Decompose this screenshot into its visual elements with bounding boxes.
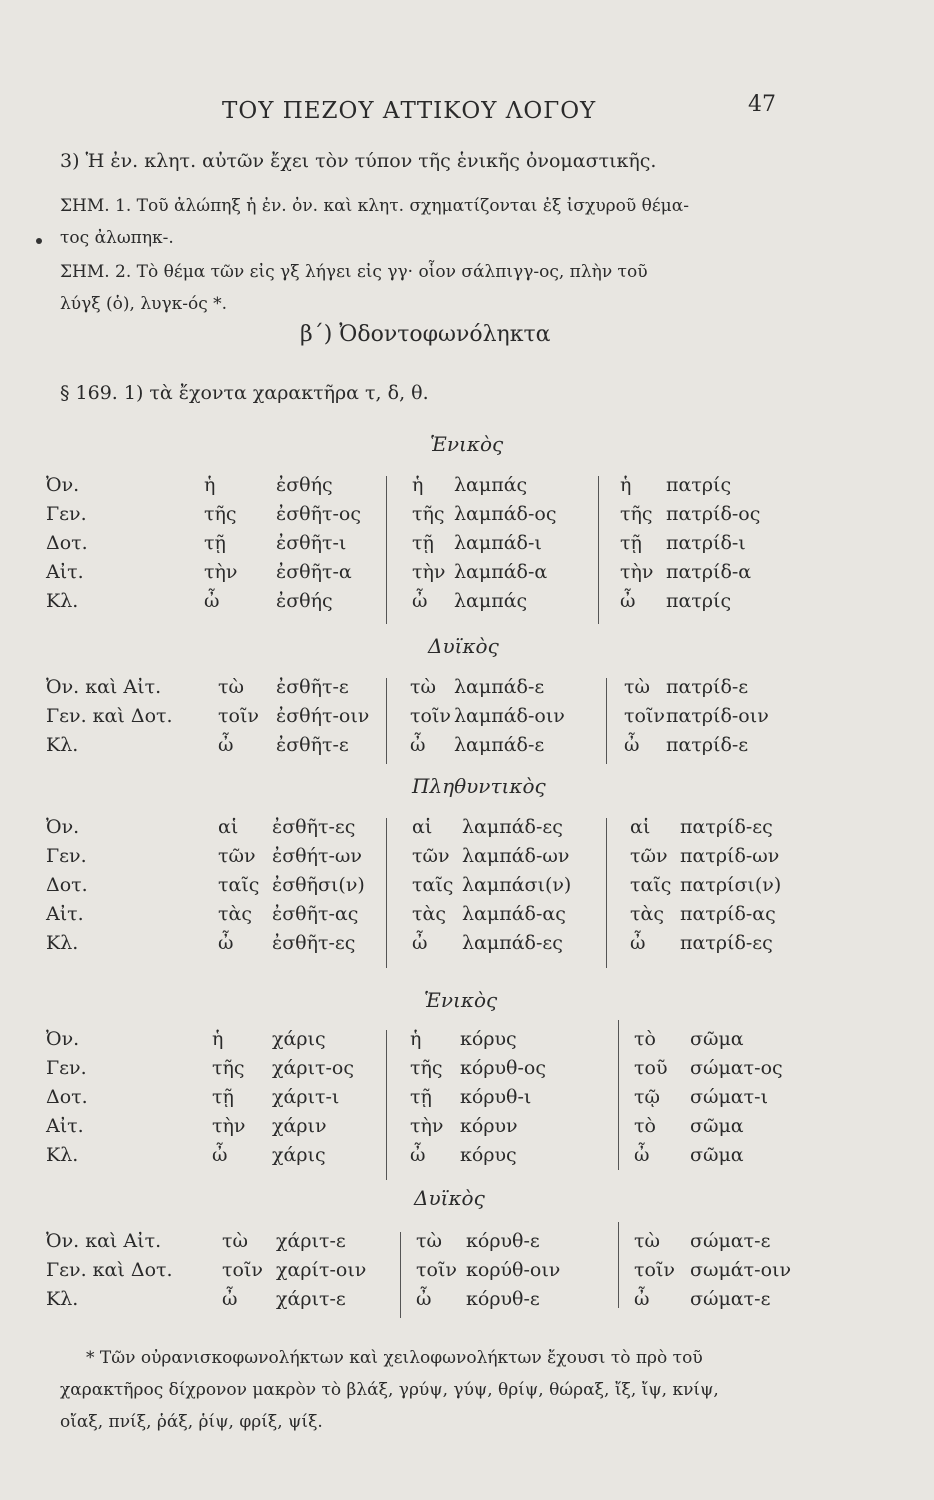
column-divider — [386, 678, 387, 764]
noun-form: λαμπάς — [454, 474, 528, 496]
article: τοῖν — [416, 1259, 457, 1281]
article: ὦ — [222, 1288, 238, 1310]
article: τὸ — [634, 1115, 656, 1137]
table-row — [0, 676, 934, 706]
noun-form: ἐσθῆτ-ε — [276, 734, 349, 756]
column-divider — [618, 1020, 619, 1170]
article: τὰς — [218, 903, 252, 925]
table-row — [0, 932, 934, 962]
noun-form: σῶμα — [690, 1115, 744, 1137]
case-label: Δοτ. — [46, 874, 88, 896]
article: ὦ — [624, 734, 640, 756]
noun-form: χάριν — [272, 1115, 327, 1137]
article: ὦ — [204, 590, 220, 612]
case-label: Ὀν. — [46, 474, 80, 496]
noun-form: λαμπάδ-ας — [462, 903, 566, 925]
noun-form: κόρυθ-ε — [466, 1288, 540, 1310]
article: τῆς — [412, 503, 445, 525]
table-row — [0, 845, 934, 875]
table-row — [0, 1028, 934, 1058]
article: τὰς — [630, 903, 664, 925]
noun-form: πατρίδ-ε — [666, 734, 749, 756]
case-label: Ὀν. καὶ Αἰτ. — [46, 676, 162, 698]
article: ὦ — [634, 1288, 650, 1310]
article: ταῖς — [218, 874, 260, 896]
article: τοῖν — [624, 705, 665, 727]
article: τὼ — [624, 676, 651, 698]
article: τοῖν — [634, 1259, 675, 1281]
noun-form: ἐσθῆτ-α — [276, 561, 352, 583]
article: ἡ — [204, 474, 216, 496]
article: ταῖς — [630, 874, 672, 896]
noun-form: ἐσθῆτ-ες — [272, 816, 356, 838]
noun-form: σώματ-ε — [690, 1288, 771, 1310]
article: τῇ — [204, 532, 226, 554]
noun-form: λαμπάς — [454, 590, 528, 612]
case-label: Γεν. — [46, 503, 87, 525]
case-label: Δοτ. — [46, 532, 88, 554]
article: τῆς — [212, 1057, 245, 1079]
case-label: Δοτ. — [46, 1086, 88, 1108]
noun-form: ἐσθῆτ-ες — [272, 932, 356, 954]
note-1-line-a: ΣΗΜ. 1. Τοῦ ἀλώπηξ ἡ ἐν. ὀν. καὶ κλητ. σχηματίζονται ἐξ ἰσχυροῦ θέμα- — [60, 196, 689, 216]
noun-form: λαμπάδ-α — [454, 561, 548, 583]
table-row — [0, 816, 934, 846]
noun-form: λαμπάδ-ες — [462, 816, 563, 838]
noun-form: σώματ-ος — [690, 1057, 783, 1079]
case-label: Γεν. καὶ Δοτ. — [46, 705, 173, 727]
table-row — [0, 1086, 934, 1116]
article: τῇ — [620, 532, 642, 554]
case-label: Γεν. — [46, 845, 87, 867]
note-1-line-b: τος ἀλωπηκ-. — [60, 228, 174, 248]
noun-form: σῶμα — [690, 1144, 744, 1166]
noun-form: ἐσθής — [276, 590, 333, 612]
article: αἱ — [630, 816, 651, 838]
table-row — [0, 1288, 934, 1318]
column-divider — [386, 1030, 387, 1180]
article: αἱ — [412, 816, 433, 838]
noun-form: ἐσθής — [276, 474, 333, 496]
noun-form: πατρίδ-ι — [666, 532, 746, 554]
footnote-line-2: χαρακτῆρος δίχρονον μακρὸν τὸ βλάξ, γρύψ, γύψ, θρίψ, θώραξ, ἴξ, ἴψ, κνίψ, — [60, 1380, 719, 1400]
note-2-line-b: λύγξ (ὁ), λυγκ-ός *. — [60, 294, 228, 314]
article: ὦ — [218, 932, 234, 954]
case-label: Κλ. — [46, 734, 79, 756]
noun-form: σῶμα — [690, 1028, 744, 1050]
table-row — [0, 590, 934, 620]
noun-form: σώματ-ι — [690, 1086, 769, 1108]
article: ὦ — [218, 734, 234, 756]
table-row — [0, 1230, 934, 1260]
noun-form: σώματ-ε — [690, 1230, 771, 1252]
article: τῇ — [212, 1086, 234, 1108]
table2-singular-label: Ἑνικὸς — [424, 988, 498, 1012]
noun-form: κόρυθ-ι — [460, 1086, 532, 1108]
noun-form: χάριτ-ε — [276, 1288, 346, 1310]
article: αἱ — [218, 816, 239, 838]
table1-singular-label: Ἑνικὸς — [430, 432, 504, 456]
article: τὼ — [634, 1230, 661, 1252]
noun-form: πατρίδ-ες — [680, 816, 773, 838]
article: τοῦ — [634, 1057, 668, 1079]
article: τῆς — [620, 503, 653, 525]
article: τῆς — [204, 503, 237, 525]
noun-form: πατρίς — [666, 590, 732, 612]
noun-form: ἐσθήτ-οιν — [276, 705, 370, 727]
article: τοῖν — [222, 1259, 263, 1281]
column-divider — [386, 818, 387, 968]
table1-dual-label: Δυϊκὸς — [428, 634, 499, 658]
case-label: Αἰτ. — [46, 561, 84, 583]
noun-form: ἐσθῆτ-ε — [276, 676, 349, 698]
noun-form: κόρυθ-ε — [466, 1230, 540, 1252]
article: τὼ — [416, 1230, 443, 1252]
case-label: Ὀν. καὶ Αἰτ. — [46, 1230, 162, 1252]
column-divider — [400, 1232, 401, 1318]
column-divider — [606, 818, 607, 968]
article: τὼ — [218, 676, 245, 698]
article: τὴν — [212, 1115, 246, 1137]
column-divider — [618, 1222, 619, 1308]
noun-form: πατρίδ-ες — [680, 932, 773, 954]
article: τὴν — [620, 561, 654, 583]
article: ὦ — [412, 590, 428, 612]
noun-form: χάριτ-ε — [276, 1230, 346, 1252]
noun-form: χαρίτ-οιν — [276, 1259, 367, 1281]
article: ἡ — [620, 474, 632, 496]
column-divider — [386, 476, 387, 624]
table-row — [0, 532, 934, 562]
noun-form: χάρις — [272, 1144, 326, 1166]
case-label: Ὀν. — [46, 816, 80, 838]
article: ὦ — [410, 734, 426, 756]
page-number: 47 — [748, 92, 776, 117]
noun-form: κόρυν — [460, 1115, 518, 1137]
noun-form: πατρίδ-ε — [666, 676, 749, 698]
case-label: Ὀν. — [46, 1028, 80, 1050]
table-row — [0, 734, 934, 764]
case-label: Γεν. — [46, 1057, 87, 1079]
noun-form: κορύθ-οιν — [466, 1259, 561, 1281]
noun-form: ἐσθῆτ-ας — [272, 903, 359, 925]
article: τὴν — [412, 561, 446, 583]
article: ἡ — [410, 1028, 422, 1050]
table-row — [0, 705, 934, 735]
noun-form: χάριτ-ος — [272, 1057, 354, 1079]
noun-form: λαμπάδ-ε — [454, 734, 545, 756]
article: ὦ — [416, 1288, 432, 1310]
article: ὦ — [630, 932, 646, 954]
table2-dual-label: Δυϊκὸς — [414, 1186, 485, 1210]
table1-plural-label: Πληθυντικὸς — [412, 774, 546, 798]
article: τῶν — [218, 845, 256, 867]
footnote-line-3: οἴαξ, πνίξ, ῥάξ, ῥίψ, φρίξ, ψίξ. — [60, 1412, 323, 1432]
noun-form: σωμάτ-οιν — [690, 1259, 792, 1281]
noun-form: λαμπάδ-ων — [462, 845, 570, 867]
article: τῶν — [412, 845, 450, 867]
article: ταῖς — [412, 874, 454, 896]
case-label: Κλ. — [46, 590, 79, 612]
table-row — [0, 1115, 934, 1145]
noun-form: κόρυθ-ος — [460, 1057, 546, 1079]
noun-form: πατρίδ-ας — [680, 903, 776, 925]
noun-form: πατρίσι(ν) — [680, 874, 782, 896]
noun-form: κόρυς — [460, 1144, 517, 1166]
article: ὦ — [212, 1144, 228, 1166]
noun-form: πατρίδ-ος — [666, 503, 761, 525]
case-label: Αἰτ. — [46, 903, 84, 925]
running-head: ΤΟΥ ΠΕΖΟΥ ΑΤΤΙΚΟΥ ΛΟΓΟΥ — [222, 98, 597, 124]
noun-form: λαμπάδ-οιν — [454, 705, 565, 727]
table-row — [0, 474, 934, 504]
case-label: Κλ. — [46, 932, 79, 954]
article: τὴν — [204, 561, 238, 583]
column-divider — [598, 476, 599, 624]
noun-form: ἐσθῆτ-ι — [276, 532, 347, 554]
noun-form: ἐσθῆτ-ος — [276, 503, 361, 525]
case-label: Αἰτ. — [46, 1115, 84, 1137]
article: ὦ — [410, 1144, 426, 1166]
article: ὦ — [412, 932, 428, 954]
article: ὦ — [620, 590, 636, 612]
footnote-line-1: * Τῶν οὐρανισκοφωνολήκτων καὶ χειλοφωνολήκτων ἔχουσι τὸ πρὸ τοῦ — [86, 1348, 703, 1368]
noun-form: λαμπάσι(ν) — [462, 874, 572, 896]
paragraph-heading: § 169. 1) τὰ ἔχοντα χαρακτῆρα τ, δ, θ. — [60, 382, 429, 404]
table-row — [0, 903, 934, 933]
article: τῶν — [630, 845, 668, 867]
noun-form: λαμπάδ-ος — [454, 503, 557, 525]
article: ἡ — [212, 1028, 224, 1050]
article: τὸ — [634, 1028, 656, 1050]
table-row — [0, 503, 934, 533]
section-title: β΄) Ὀδοντοφωνόληκτα — [300, 322, 551, 347]
noun-form: λαμπάδ-ι — [454, 532, 542, 554]
article: ἡ — [412, 474, 424, 496]
noun-form: ἐσθήτ-ων — [272, 845, 362, 867]
table-row — [0, 561, 934, 591]
bullet-mark — [36, 238, 42, 244]
noun-form: λαμπάδ-ες — [462, 932, 563, 954]
noun-form: ἐσθῆσι(ν) — [272, 874, 365, 896]
noun-form: πατρίδ-οιν — [666, 705, 769, 727]
table-row — [0, 1057, 934, 1087]
article: τῇ — [410, 1086, 432, 1108]
article: τὼ — [410, 676, 437, 698]
article: ὦ — [634, 1144, 650, 1166]
case-label: Γεν. καὶ Δοτ. — [46, 1259, 173, 1281]
rule-3: 3) Ἡ ἐν. κλητ. αὐτῶν ἔχει τὸν τύπον τῆς ἑνικῆς ὀνομαστικῆς. — [60, 150, 657, 172]
noun-form: χάρις — [272, 1028, 326, 1050]
table-row — [0, 1259, 934, 1289]
noun-form: χάριτ-ι — [272, 1086, 340, 1108]
noun-form: λαμπάδ-ε — [454, 676, 545, 698]
article: τὴν — [410, 1115, 444, 1137]
noun-form: πατρίς — [666, 474, 732, 496]
article: τοῖν — [218, 705, 259, 727]
table-row — [0, 874, 934, 904]
article: τῷ — [634, 1086, 661, 1108]
article: τῇ — [412, 532, 434, 554]
article: τὼ — [222, 1230, 249, 1252]
table-row — [0, 1144, 934, 1174]
article: τὰς — [412, 903, 446, 925]
case-label: Κλ. — [46, 1288, 79, 1310]
noun-form: κόρυς — [460, 1028, 517, 1050]
article: τοῖν — [410, 705, 451, 727]
note-2-line-a: ΣΗΜ. 2. Τὸ θέμα τῶν εἰς γξ λήγει εἰς γγ· οἷον σάλπιγγ-ος, πλὴν τοῦ — [60, 262, 648, 282]
noun-form: πατρίδ-α — [666, 561, 752, 583]
noun-form: πατρίδ-ων — [680, 845, 780, 867]
article: τῆς — [410, 1057, 443, 1079]
column-divider — [606, 678, 607, 764]
case-label: Κλ. — [46, 1144, 79, 1166]
